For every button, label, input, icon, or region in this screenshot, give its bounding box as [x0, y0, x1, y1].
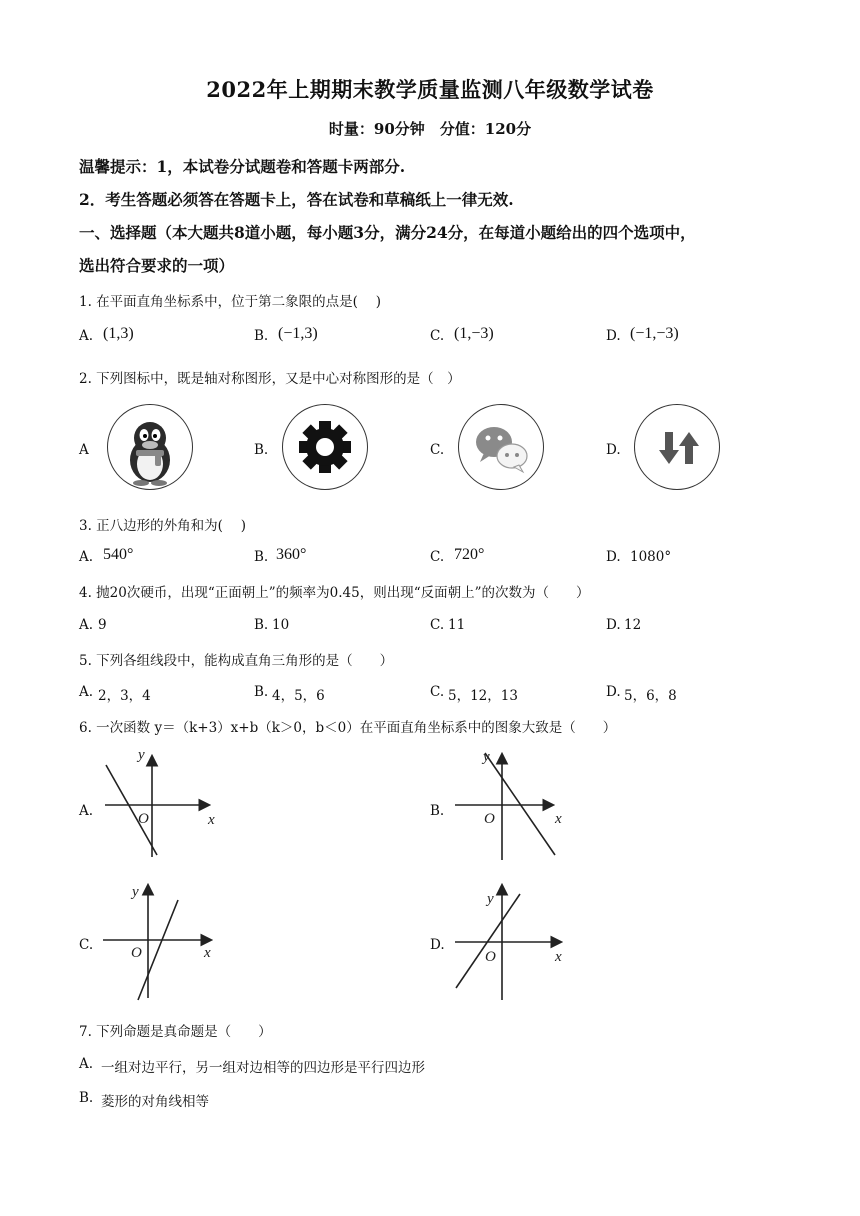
page-title: 2022年上期期末教学质量监测八年级数学试卷: [206, 77, 654, 102]
q4-option-d-value: 12: [624, 617, 642, 633]
q2-option-d-label: D.: [606, 442, 621, 458]
question-5-stem: 5. 下列各组线段中，能构成直角三角形的是（ ）: [79, 653, 394, 669]
q2-option-a-label: A: [79, 442, 89, 458]
q3-option-b-label: B.: [254, 549, 269, 565]
q1-option-c-label: C.: [430, 328, 445, 344]
penguin-icon: [107, 404, 193, 490]
q1-option-b-label: B.: [254, 328, 269, 344]
q3-option-c-value: 720°: [454, 546, 485, 563]
q5-option-b-label: B.: [254, 684, 269, 700]
q5-option-d-label: D.: [606, 684, 621, 700]
q3-option-b-value: 360°: [276, 546, 307, 563]
q7-option-a-value: 一组对边平行，另一组对边相等的四边形是平行四边形: [101, 1060, 425, 1076]
q3-option-a-label: A.: [79, 549, 94, 565]
q5-option-c-value: 5，12，13: [448, 688, 518, 704]
q4-option-d-label: D.: [606, 617, 621, 633]
q6-option-a-label: A.: [79, 803, 94, 819]
q4-option-b-value: 10: [272, 617, 290, 633]
y-axis-label: y: [487, 891, 494, 907]
q2-option-b-label: B.: [254, 442, 269, 458]
q3-option-c-label: C.: [430, 549, 445, 565]
x-axis-label: x: [555, 949, 562, 965]
x-axis-label: x: [555, 811, 562, 827]
q4-option-a-label: A.: [79, 617, 94, 633]
q6-option-d-label: D.: [430, 937, 445, 953]
q4-option-c-label: C.: [430, 617, 445, 633]
q3-option-a-value: 540°: [103, 546, 134, 563]
question-3-stem: 3. 正八边形的外角和为( ): [79, 518, 246, 534]
question-7-stem: 7. 下列命题是真命题是（ ）: [79, 1024, 272, 1040]
q3-option-d-label: D.: [606, 549, 621, 565]
section-heading-line-1: 一、选择题（本大题共8道小题，每小题3分，满分24分，在每道小题给出的四个选项中，: [79, 223, 696, 242]
q4-option-c-value: 11: [448, 617, 466, 633]
exam-meta: 时量：90分钟 分值：120分: [328, 120, 532, 138]
q6-option-c-label: C.: [79, 937, 94, 953]
section-heading-line-2: 选出符合要求的一项）: [79, 256, 235, 275]
q4-option-b-label: B.: [254, 617, 269, 633]
notice-line-1: 温馨提示：1，本试卷分试题卷和答题卡两部分.: [79, 157, 406, 176]
x-axis-label: x: [208, 812, 215, 828]
question-4-stem: 4. 抛20次硬币，出现“正面朝上”的频率为0.45，则出现“反面朝上”的次数为（ ）: [79, 585, 590, 601]
q5-option-c-label: C.: [430, 684, 445, 700]
notice-line-2: 2．考生答题必须答在答题卡上，答在试卷和草稿纸上一律无效.: [79, 190, 514, 209]
y-axis-label: y: [483, 749, 490, 765]
q1-option-b-value: (−1,3): [278, 325, 318, 342]
q6-option-b-label: B.: [430, 803, 445, 819]
q1-option-a-label: A.: [79, 328, 94, 344]
origin-label: O: [484, 811, 495, 827]
q7-option-b-label: B.: [79, 1090, 94, 1106]
q6-graph-a: [100, 745, 230, 865]
q4-option-a-value: 9: [98, 617, 107, 633]
q5-option-a-value: 2，3，4: [98, 688, 151, 704]
origin-label: O: [131, 945, 142, 961]
y-axis-label: y: [132, 884, 139, 900]
q6-graph-c: [100, 880, 230, 1005]
question-1-stem: 1. 在平面直角坐标系中，位于第二象限的点是( ): [79, 294, 381, 310]
x-axis-label: x: [204, 945, 211, 961]
y-axis-label: y: [138, 747, 145, 763]
q2-option-c-label: C.: [430, 442, 445, 458]
q5-option-a-label: A.: [79, 684, 94, 700]
up-down-arrows-icon: [634, 404, 720, 490]
q1-option-c-value: (1,−3): [454, 325, 494, 342]
q6-graph-d: [452, 880, 582, 1005]
origin-label: O: [138, 811, 149, 827]
gear-icon: [282, 404, 368, 490]
q1-option-d-value: (−1,−3): [630, 325, 679, 342]
q6-graph-b: [452, 745, 582, 865]
question-2-stem: 2. 下列图标中，既是轴对称图形，又是中心对称图形的是（ ）: [79, 371, 461, 387]
q7-option-a-label: A.: [79, 1056, 94, 1072]
q5-option-b-value: 4，5，6: [272, 688, 325, 704]
origin-label: O: [485, 949, 496, 965]
question-6-stem: 6. 一次函数 y＝（k+3）x+b（k＞0，b＜0）在平面直角坐标系中的图象大致是（ ）: [79, 720, 617, 736]
q1-option-d-label: D.: [606, 328, 621, 344]
chat-bubbles-icon: [458, 404, 544, 490]
q3-option-d-value: 1080°: [630, 549, 672, 565]
q5-option-d-value: 5，6，8: [624, 688, 677, 704]
q1-option-a-value: (1,3): [103, 325, 134, 342]
q7-option-b-value: 菱形的对角线相等: [101, 1094, 209, 1110]
